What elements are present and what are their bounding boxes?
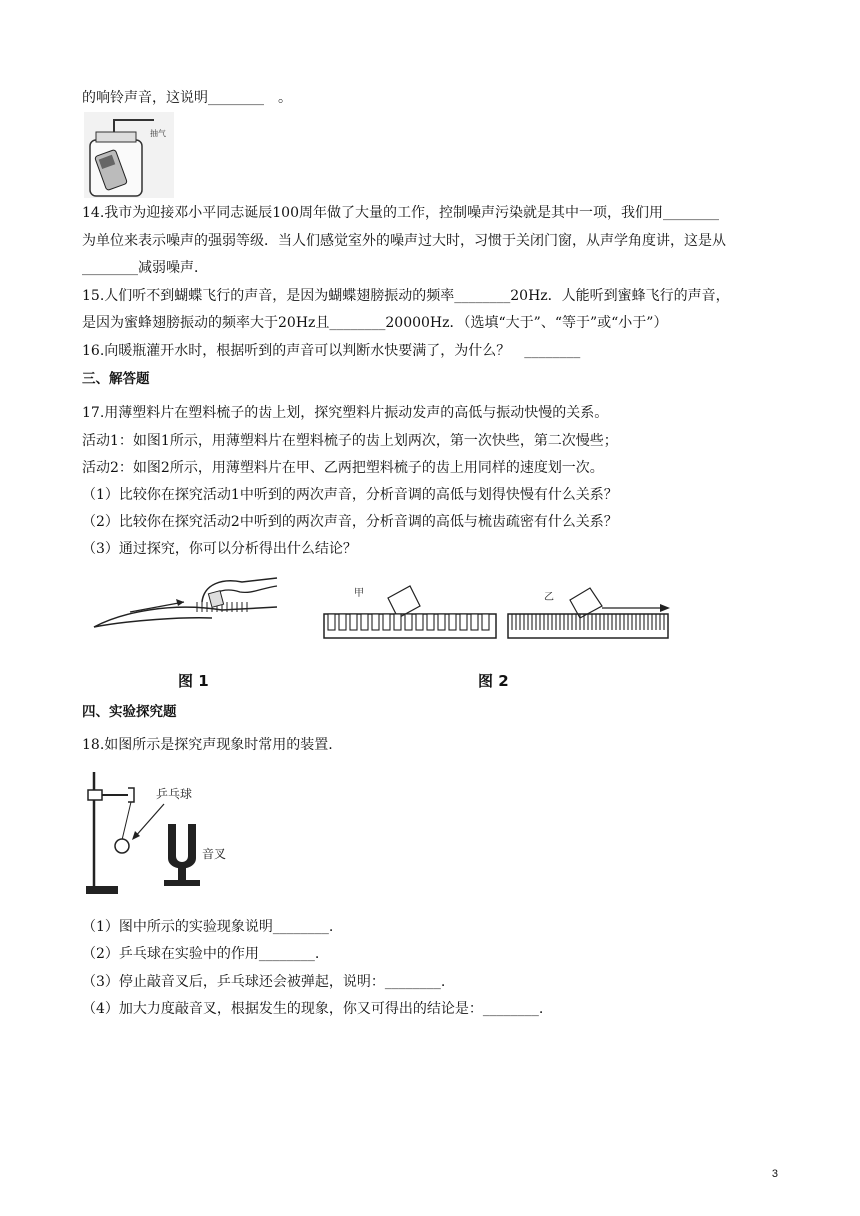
figure-2-caption: 图 2 (478, 672, 509, 690)
question-14-line3: ________减弱噪声． (82, 260, 208, 276)
question-14-line2: 为单位来表示噪声的强弱等级．当人们感觉室外的噪声过大时，习惯于关闭门窗，从声学角度讲，这是从 (82, 233, 726, 249)
question-14-line1: 14.我市为迎接邓小平同志诞辰100周年做了大量的工作，控制噪声污染就是其中一项，我们用________ (82, 205, 719, 221)
question-13-tail: 的响铃声音，这说明________ 。 (82, 90, 292, 106)
question-18-stem: 18.如图所示是探究声现象时常用的装置. (82, 737, 333, 753)
pingpong-label: 乒乓球 (156, 787, 193, 801)
question-17-activity2: 活动2：如图2所示，用薄塑料片在甲、乙两把塑料梳子的齿上用同样的速度划一次。 (82, 460, 604, 476)
question-17-sub3: （3）通过探究，你可以分析得出什么结论？ (82, 541, 357, 557)
page-number: 3 (771, 1168, 778, 1180)
figure-1-comb-hand (92, 572, 282, 634)
question-17-sub1: （1）比较你在探究活动1中听到的两次声音，分析音调的高低与划得快慢有什么关系？ (82, 487, 618, 503)
section-heading-3: 三、解答题 (82, 371, 150, 387)
comb-jia-label: 甲 (354, 588, 364, 599)
question-18-sub4: （4）加大力度敲音叉，根据发生的现象，你又可得出的结论是：________. (82, 1001, 544, 1017)
question-17-sub2: （2）比较你在探究活动2中听到的两次声音，分析音调的高低与梳齿疏密有什么关系？ (82, 514, 618, 530)
question-18-sub2: （2）乒乓球在实验中的作用________. (82, 946, 320, 962)
question-18-sub3: （3）停止敲音叉后，乒乓球还会被弹起，说明：________. (82, 974, 446, 990)
tuning-fork-figure (84, 768, 244, 898)
section-heading-4: 四、实验探究题 (82, 704, 177, 720)
comb-yi-label: 乙 (544, 592, 554, 603)
figure-1-caption: 图 1 (178, 672, 209, 690)
bottle-label: 抽气 (150, 129, 166, 138)
question-16: 16.向暖瓶灌开水时，根据听到的声音可以判断水快要满了，为什么？ ________ (82, 343, 581, 359)
question-15-line1: 15.人们听不到蝴蝶飞行的声音，是因为蝴蝶翅膀振动的频率________20Hz．人能听到蜜蜂飞行的声音， (82, 288, 730, 304)
question-17-stem: 17.用薄塑料片在塑料梳子的齿上划，探究塑料片振动发声的高低与振动快慢的关系。 (82, 405, 609, 421)
figure-2-combs (318, 584, 678, 644)
question-15-line2: 是因为蜜蜂翅膀振动的频率大于20Hz且________20000Hz．（选填“大于”、“等于”或“小于”） (82, 315, 668, 331)
vacuum-bottle-figure (84, 112, 174, 198)
fork-label: 音叉 (202, 847, 227, 861)
question-17-activity1: 活动1：如图1所示，用薄塑料片在塑料梳子的齿上划两次，第一次快些，第二次慢些； (82, 433, 618, 449)
question-18-sub1: （1）图中所示的实验现象说明________. (82, 919, 334, 935)
